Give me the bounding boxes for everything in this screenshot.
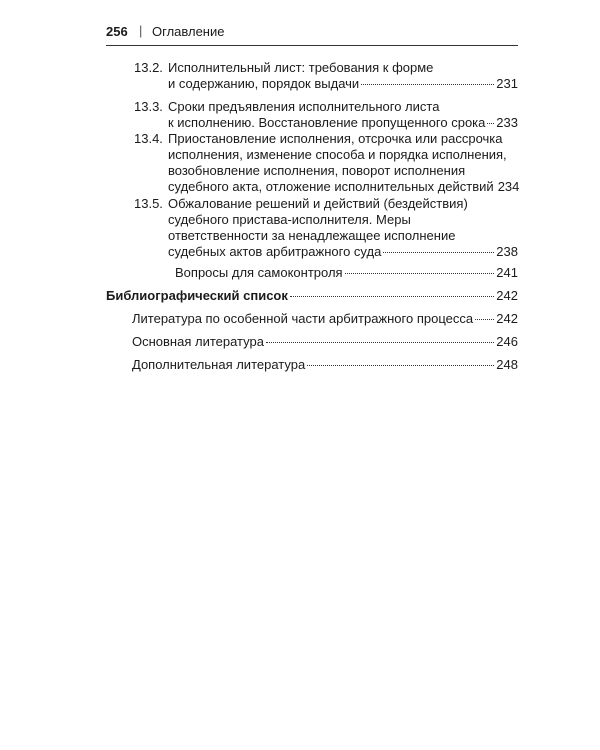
toc-entry-text: Библиографический список bbox=[106, 288, 288, 303]
toc-entry-13-2[interactable] bbox=[134, 60, 518, 92]
toc-entry-number: 13.5. bbox=[134, 196, 163, 211]
header-rule bbox=[106, 45, 518, 46]
toc-entry-13-3[interactable] bbox=[134, 99, 518, 131]
page-number: 256 bbox=[106, 24, 128, 39]
leader-dots bbox=[290, 295, 494, 297]
toc-page-number: 241 bbox=[496, 265, 518, 280]
leader-dots bbox=[361, 83, 494, 85]
toc-entry-text: Литература по особенной части арбитражного процесса bbox=[132, 311, 474, 326]
toc-page-number: 246 bbox=[496, 334, 518, 349]
toc-entry-text: возобновление исполнения, поворот исполнения bbox=[168, 163, 466, 178]
toc-entry-bibliography[interactable] bbox=[106, 288, 518, 304]
toc-entry-13-5[interactable] bbox=[134, 196, 518, 260]
header-separator: | bbox=[139, 23, 143, 38]
toc-page-number: 242 bbox=[496, 311, 518, 326]
toc-entry-text: судебного акта, отложение исполнительных действий bbox=[168, 179, 494, 194]
toc-entry-additional-literature[interactable] bbox=[132, 357, 518, 373]
toc-entry-text: Дополнительная литература bbox=[132, 357, 306, 372]
toc-entry-self-check[interactable] bbox=[175, 265, 518, 281]
toc-entry-text: судебных актов арбитражного суда bbox=[168, 244, 382, 259]
toc-page-number: 242 bbox=[496, 288, 518, 303]
toc-entry-13-4[interactable] bbox=[134, 131, 520, 195]
toc-entry-text: судебного пристава-исполнителя. Меры bbox=[168, 212, 411, 227]
leader-dots bbox=[345, 272, 495, 274]
leader-dots bbox=[487, 122, 494, 124]
toc-entry-text: Обжалование решений и действий (бездействия) bbox=[168, 196, 468, 211]
toc-entry-number: 13.2. bbox=[134, 60, 163, 75]
leader-dots bbox=[475, 318, 494, 320]
toc-entry-text: Основная литература bbox=[132, 334, 264, 349]
toc-entry-text: ответственности за ненадлежащее исполнение bbox=[168, 228, 456, 243]
toc-entry-number: 13.3. bbox=[134, 99, 163, 114]
toc-entry-text: и содержанию, порядок выдачи bbox=[168, 76, 360, 91]
toc-page-number: 231 bbox=[496, 76, 518, 91]
leader-dots bbox=[266, 341, 494, 343]
toc-entry-text: Сроки предъявления исполнительного листа bbox=[168, 99, 440, 114]
toc-page-number: 238 bbox=[496, 244, 518, 259]
toc-page-number: 233 bbox=[496, 115, 518, 130]
toc-entry-text: Вопросы для самоконтроля bbox=[175, 265, 343, 280]
toc-entry-number: 13.4. bbox=[134, 131, 163, 146]
toc-entry-main-literature[interactable] bbox=[132, 334, 518, 350]
toc-entry-text: Исполнительный лист: требования к форме bbox=[168, 60, 434, 75]
leader-dots bbox=[307, 364, 494, 366]
toc-page-number: 248 bbox=[496, 357, 518, 372]
toc-entry-text: Приостановление исполнения, отсрочка или рассрочка bbox=[168, 131, 503, 146]
running-header bbox=[106, 24, 518, 46]
toc-entry-special-part[interactable] bbox=[132, 311, 518, 327]
toc-entry-text: к исполнению. Восстановление пропущенного срока bbox=[168, 115, 486, 130]
header-title: Оглавление bbox=[152, 24, 225, 39]
toc-entry-text: исполнения, изменение способа и порядка исполнения, bbox=[168, 147, 507, 162]
toc-page-number: 234 bbox=[497, 179, 520, 194]
leader-dots bbox=[383, 251, 494, 253]
